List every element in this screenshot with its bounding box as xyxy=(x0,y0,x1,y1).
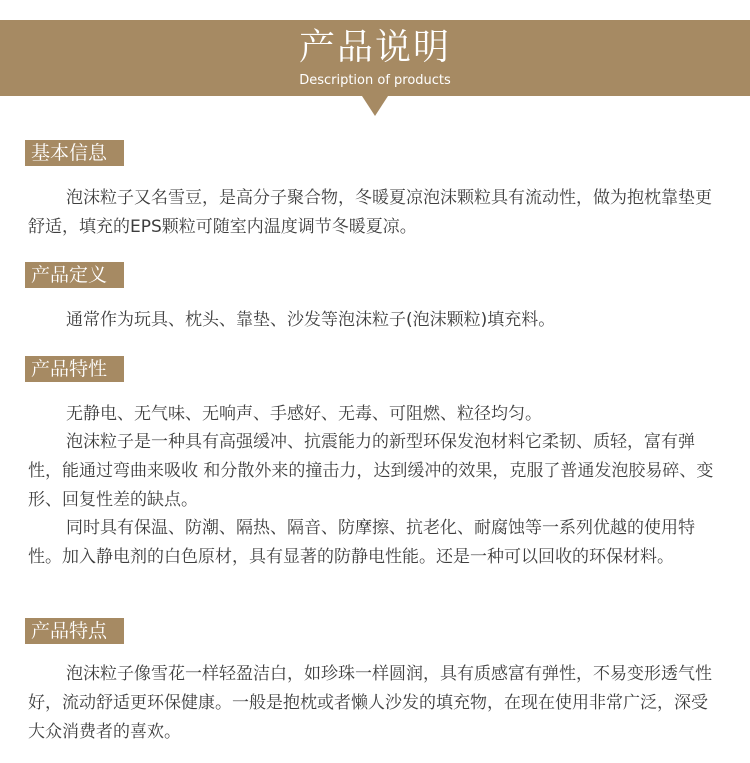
section-paragraph: 泡沫粒子又名雪豆，是高分子聚合物，冬暖夏凉泡沫颗粒具有流动性，做为抱枕靠垫更舒适，填充的EPS颗粒可随室内温度调节冬暖夏凉。 xyxy=(28,188,712,237)
section-paragraph: 同时具有保温、防潮、隔热、隔音、防摩擦、抗老化、耐腐蚀等一系列优越的使用特性。加入静电剂的白色原材，具有显著的防静电性能。还是一种可以回收的环保材料。 xyxy=(28,518,695,567)
section-paragraph: 通常作为玩具、枕头、靠垫、沙发等泡沫粒子(泡沫颗粒)填充料。 xyxy=(66,310,556,330)
banner-pointer xyxy=(362,96,388,116)
section-tag-definition: 产品定义 xyxy=(25,262,124,288)
section-paragraph: 泡沫粒子是一种具有高强缓冲、抗震能力的新型环保发泡材料它柔韧、质轻，富有弹性，能通过弯曲来吸收 和分散外来的撞击力，达到缓冲的效果，克服了普通发泡胶易碎、变形、回复性差的缺点。 xyxy=(28,432,714,510)
section-paragraph: 无静电、无气味、无响声、手感好、无毒、可阻燃、粒径均匀。 xyxy=(66,404,542,424)
page-title: 产品说明 xyxy=(298,27,451,68)
section-paragraph: 泡沫粒子像雪花一样轻盈洁白，如珍珠一样圆润，具有质感富有弹性，不易变形透气性好，流动舒适更环保健康。一般是抱枕或者懒人沙发的填充物，在现在使用非常广泛，深受大众消费者的喜欢。 xyxy=(28,664,712,742)
section-tag-basic-info: 基本信息 xyxy=(25,140,124,166)
page-subtitle: Description of products xyxy=(299,73,451,88)
section-tag-characteristics: 产品特性 xyxy=(25,356,124,382)
section-tag-features: 产品特点 xyxy=(25,618,124,644)
